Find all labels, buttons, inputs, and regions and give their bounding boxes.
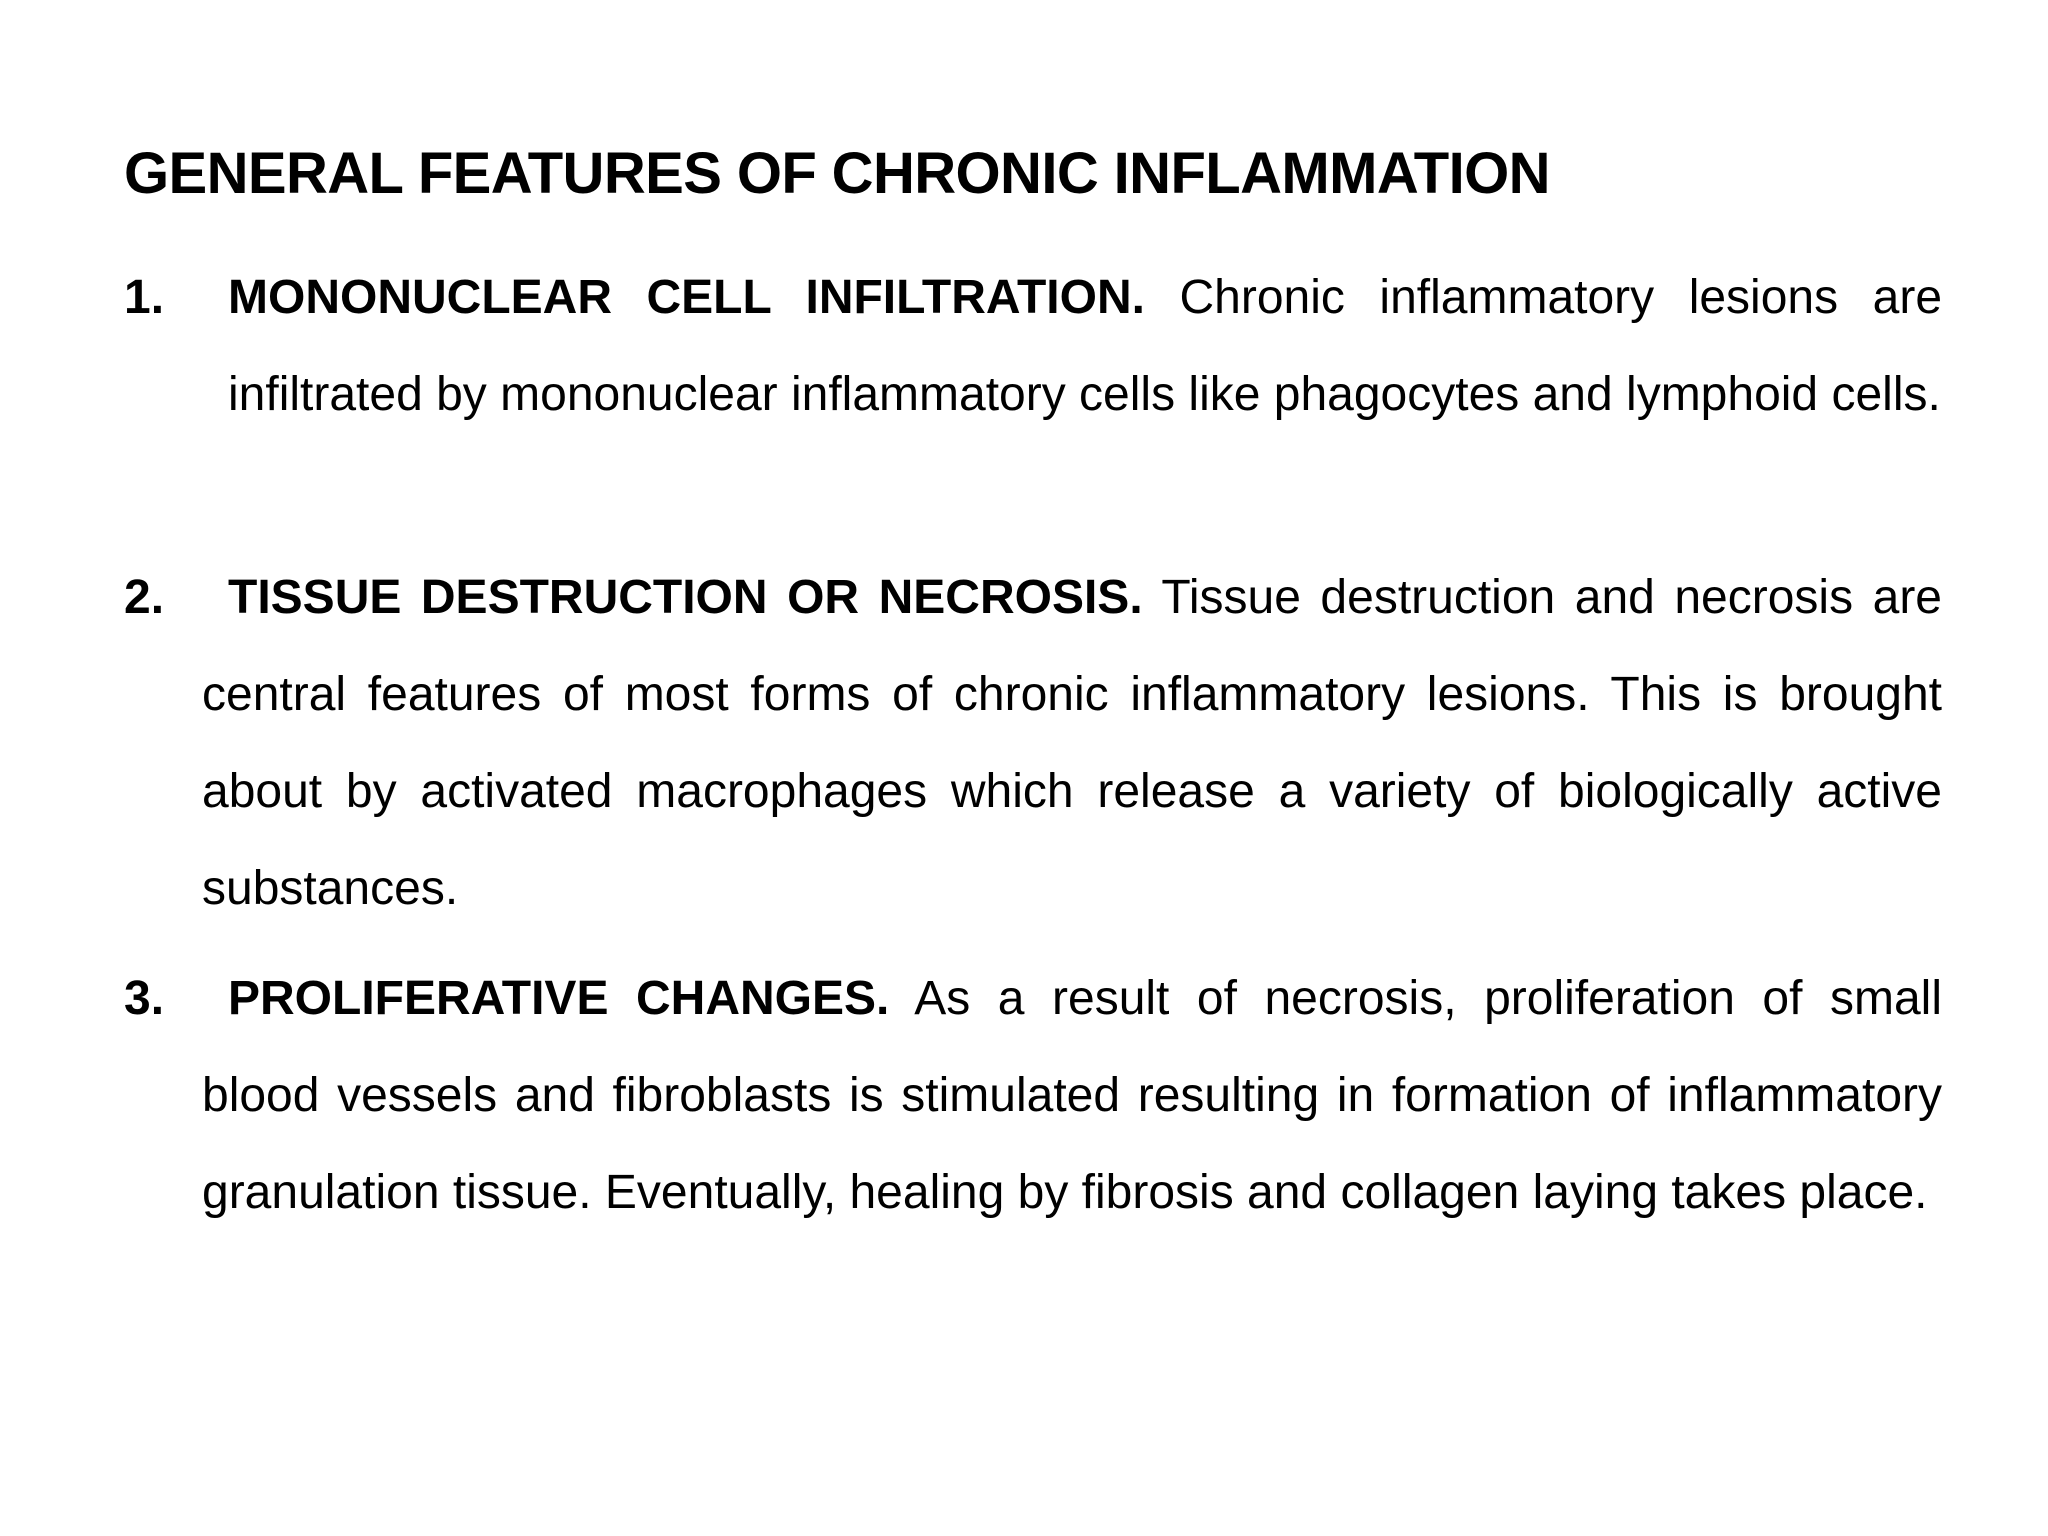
- list-item-heading: PROLIFERATIVE CHANGES.: [228, 972, 890, 1025]
- list-item-number: 1.: [124, 271, 165, 324]
- list-item-text: Chronic inflammatory lesions are infiltrated by mononuclear inflammatory cells like phagocytes and lymphoid cells.: [228, 271, 1943, 421]
- list-item-heading: MONONUCLEAR CELL INFILTRATION.: [228, 271, 1145, 324]
- list-item: [124, 950, 1942, 1241]
- list-item-body: [124, 950, 1942, 1241]
- list-item-number: 2.: [124, 571, 165, 624]
- list-item-text: As a result of necrosis, proliferation of small blood vessels and fibroblasts is stimulated resulting in formation of inflammatory granulation tissue. Eventually, healing by fibrosis and collagen laying takes place.: [202, 972, 1942, 1219]
- list-item-body: [124, 249, 1942, 443]
- list-item: [124, 549, 1942, 937]
- slide-title: GENERAL FEATURES OF CHRONIC INFLAMMATION: [124, 141, 1550, 206]
- list-item-body: [124, 549, 1942, 937]
- list-item-text: Tissue destruction and necrosis are central features of most forms of chronic inflammatory lesions. This is brought about by activated macrophages which release a variety of biologically active substances.: [202, 571, 1942, 915]
- list-item-heading: TISSUE DESTRUCTION OR NECROSIS.: [228, 571, 1143, 624]
- list-item-number: 3.: [124, 972, 165, 1025]
- list-item: [124, 249, 1942, 443]
